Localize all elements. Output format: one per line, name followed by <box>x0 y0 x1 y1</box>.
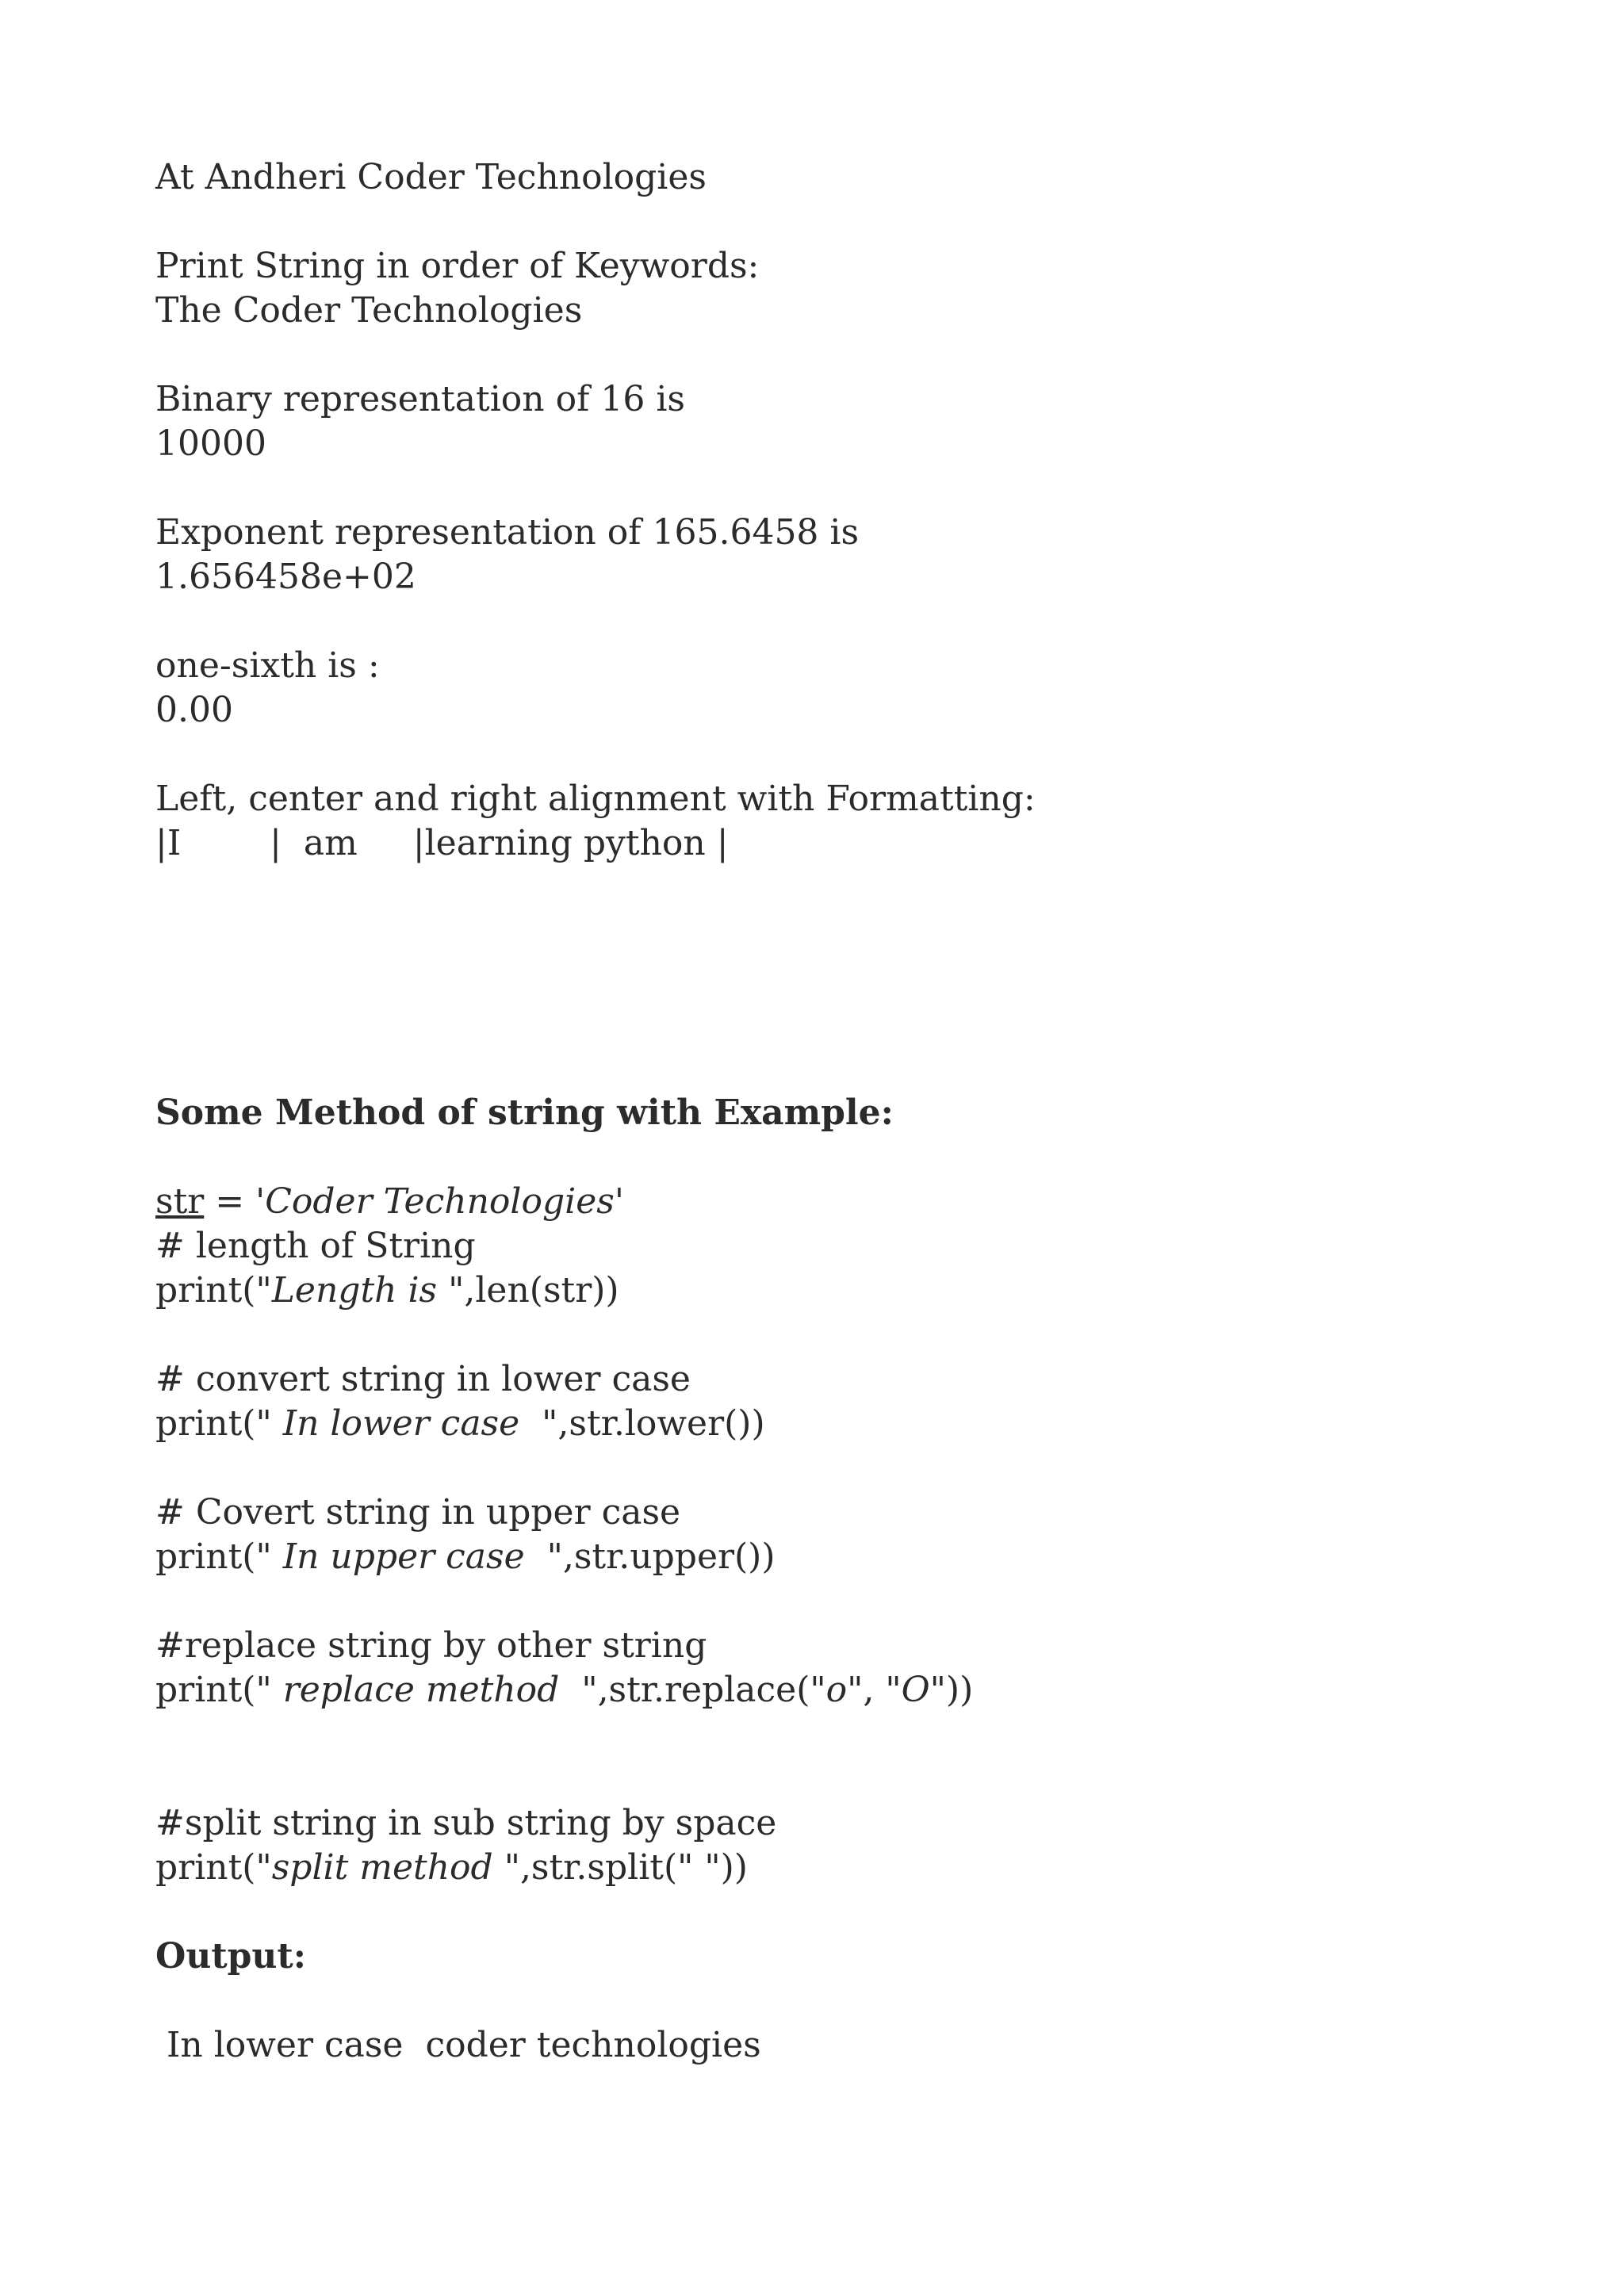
keywords-output: The Coder Technologies <box>155 290 583 331</box>
binary-label: Binary representation of 16 is <box>155 379 685 419</box>
code-fragment: ,str.split( <box>519 1847 678 1888</box>
code-fragment: print( <box>155 1536 256 1577</box>
binary-output: 10000 <box>155 423 266 464</box>
string-literal: " replace method " <box>255 1670 598 1710</box>
code-fragment: , <box>863 1670 886 1710</box>
code-fragment: )) <box>945 1670 974 1710</box>
string-literal: "split method " <box>255 1847 520 1888</box>
code-fragment: ,len(str)) <box>464 1270 619 1311</box>
code-fragment: print( <box>155 1403 256 1444</box>
alignment-output: |I | am |learning python | <box>155 823 729 863</box>
title-line: At Andheri Coder Technologies <box>155 157 707 197</box>
code-fragment: )) <box>720 1847 748 1888</box>
code-fragment: print( <box>155 1670 256 1710</box>
code-upper <box>155 1535 776 1579</box>
variable-name: str <box>155 1181 205 1222</box>
comment-upper: # Covert string in upper case <box>155 1492 681 1533</box>
comment-length: # length of String <box>155 1226 476 1266</box>
keywords-label: Print String in order of Keywords: <box>155 246 760 286</box>
one-sixth-output: 0.00 <box>155 690 233 730</box>
code-fragment: print( <box>155 1847 256 1888</box>
string-literal: " In lower case " <box>255 1403 558 1444</box>
string-literal: " " <box>677 1847 721 1888</box>
output-heading: Output: <box>155 1936 306 1976</box>
assignment-line <box>155 1180 624 1224</box>
output-line: In lower case coder technologies <box>155 2025 761 2065</box>
comment-lower: # convert string in lower case <box>155 1359 691 1399</box>
code-fragment: ,str.upper()) <box>562 1536 776 1577</box>
exponent-label: Exponent representation of 165.6458 is <box>155 512 860 553</box>
code-fragment: print( <box>155 1270 256 1311</box>
assign-operator: = <box>204 1181 256 1222</box>
code-fragment: ,str.replace( <box>597 1670 810 1710</box>
code-fragment: ,str.lower()) <box>557 1403 765 1444</box>
string-literal: "O" <box>885 1670 946 1710</box>
comment-replace: #replace string by other string <box>155 1625 707 1666</box>
string-literal: " In upper case " <box>255 1536 563 1577</box>
code-lower <box>155 1402 765 1446</box>
comment-split: #split string in sub string by space <box>155 1803 777 1843</box>
alignment-label: Left, center and right alignment with Formatting: <box>155 779 1036 819</box>
code-replace <box>155 1668 973 1712</box>
one-sixth-label: one-sixth is : <box>155 645 380 686</box>
code-length <box>155 1269 619 1313</box>
code-split <box>155 1846 748 1890</box>
exponent-output: 1.656458e+02 <box>155 557 416 597</box>
section-heading: Some Method of string with Example: <box>155 1093 894 1133</box>
string-literal: "Length is " <box>255 1270 465 1311</box>
string-literal: 'Coder Technologies' <box>255 1181 624 1222</box>
string-literal: "o" <box>810 1670 864 1710</box>
